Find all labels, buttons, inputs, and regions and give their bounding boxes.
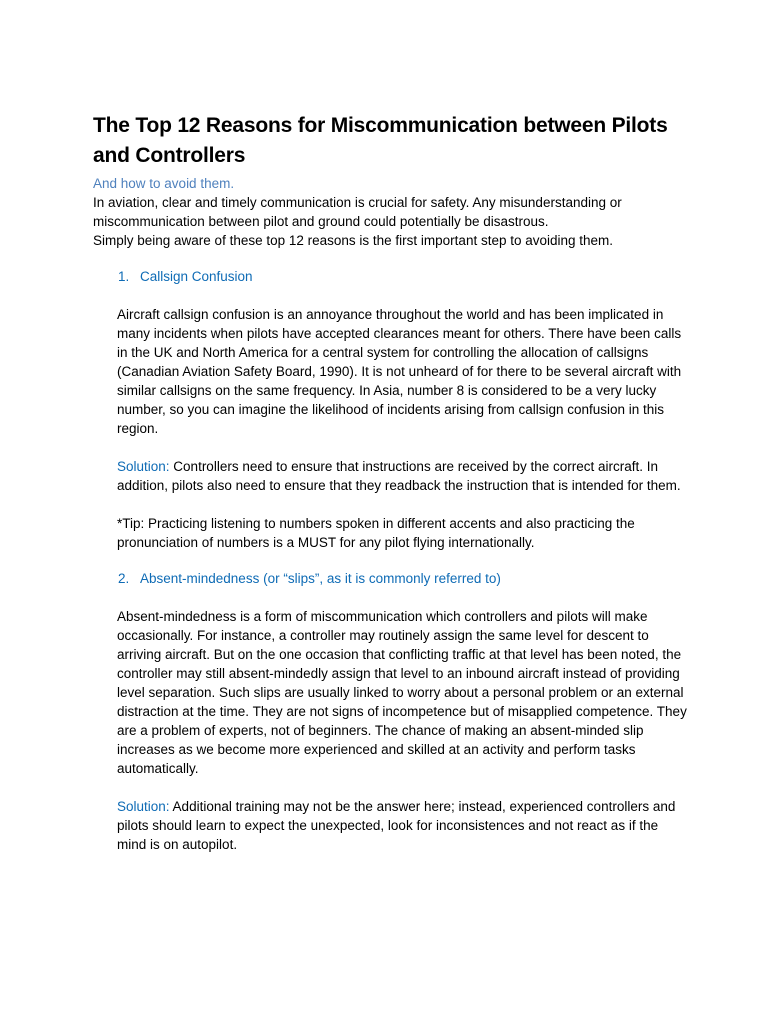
section-number: 2. [118,571,130,586]
intro-paragraph: Simply being aware of these top 12 reasons is the first important step to avoiding them. [93,233,614,248]
tip-paragraph: *Tip: Practicing listening to numbers spoken in different accents and also practicing the pronunciation of numbers is a MUST for any pilot flying internationally. [117,516,635,550]
solution-paragraph [117,457,688,495]
solution-text: Additional training may not be the answer here; instead, experienced controllers and pilots should learn to expect the unexpected, look for inconsistences and not react as if the mind is on autopilot. [117,799,676,852]
section-absent-mindedness [93,569,688,854]
solution-paragraph [117,797,688,854]
solution-text: Controllers need to ensure that instructions are received by the correct aircraft. In addition, pilots also need to ensure that they readback the instruction that is intended for them. [117,459,681,493]
section-paragraph: Aircraft callsign confusion is an annoyance throughout the world and has been implicated in many incidents when pilots have accepted clearances meant for others. There have been calls in the UK and North America for a central system for controlling the allocation of callsigns (Canadian Aviation Safety Board, 1990). It is not unheard of for there to be several aircraft with similar callsigns on the same frequency. In Asia, number 8 is considered to be a very lucky number, so you can imagine the likelihood of incidents arising from callsign confusion in this region. [117,307,682,436]
section-heading [118,569,688,588]
section-paragraph: Absent-mindedness is a form of miscommunication which controllers and pilots will make occasionally. For instance, a controller may routinely assign the same level for descent to arriving aircraft. But on the one occasion that conflicting traffic at that level has been noted, the controller may still absent-mindedly assign that level to an inbound aircraft instead of providing level separation. Such slips are usually linked to worry about a personal problem or an external distraction at the time. They are not signs of incompetence but of misapplied competence. They are a problem of experts, not of beginners. The chance of making an absent-minded slip increases as we become more experienced and skilled at an activity and perform tasks automatically. [117,609,687,776]
section-heading [118,267,688,286]
document-subtitle: And how to avoid them. [93,176,235,191]
section-callsign-confusion [93,267,688,552]
section-title: Callsign Confusion [140,269,253,284]
document-title: The Top 12 Reasons for Miscommunication between Pilots and Controllers [93,114,668,167]
section-body [117,607,688,854]
section-body [117,305,688,552]
section-title: Absent-mindedness (or “slips”, as it is commonly referred to) [140,571,501,586]
intro-paragraph: In aviation, clear and timely communication is crucial for safety. Any misunderstanding or miscommunication between pilot and ground could potentially be disastrous. [93,195,622,229]
solution-label: Solution: [117,799,170,814]
solution-label: Solution: [117,459,170,474]
section-number: 1. [118,269,130,284]
